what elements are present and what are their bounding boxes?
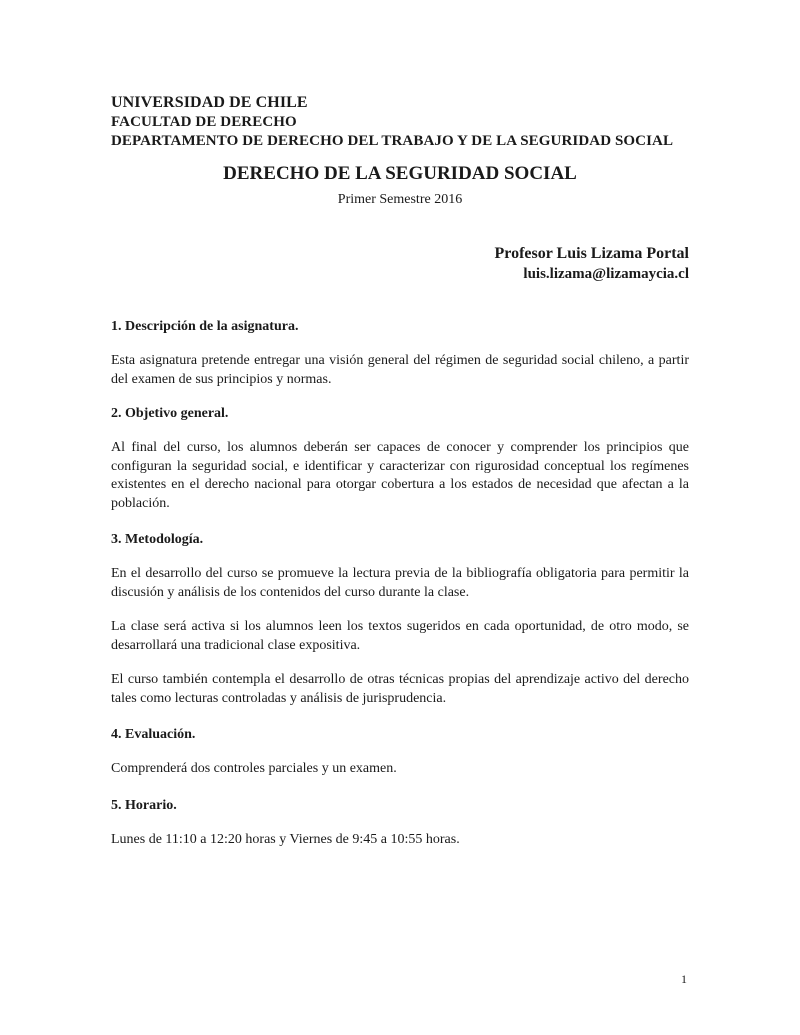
professor-email: luis.lizama@lizamaycia.cl — [523, 266, 689, 282]
university-name: UNIVERSIDAD DE CHILE — [111, 94, 308, 111]
section-heading-metodologia: 3. Metodología. — [111, 532, 204, 547]
page-number: 1 — [681, 972, 687, 986]
syllabus-content — [111, 318, 689, 865]
section-paragraph-descripcion: Esta asignatura pretende entregar una visión general del régimen de seguridad social chileno, a partir del examen de sus principios y normas. — [111, 353, 689, 387]
section-heading-objetivo: 2. Objetivo general. — [111, 406, 229, 421]
section-paragraph-evaluacion: Comprenderá dos controles parciales y un examen. — [111, 761, 397, 776]
course-semester: Primer Semestre 2016 — [337, 192, 463, 207]
section-heading-horario: 5. Horario. — [111, 797, 177, 813]
section-heading-descripcion: 1. Descripción de la asignatura. — [111, 319, 299, 334]
section-paragraph-metodologia-2: La clase será activa si los alumnos leen los textos sugeridos en cada oportunidad, de otro modo, se desarrollará una tradicional clase expositiva. — [111, 619, 689, 653]
section-heading-evaluacion: 4. Evaluación. — [111, 727, 196, 742]
professor-name: Profesor Luis Lizama Portal — [494, 245, 689, 262]
section-paragraph-objetivo: Al final del curso, los alumnos deberán ser capaces de conocer y comprender los principios que configuran la seguridad social, e identificar y caracterizar con rigurosidad conceptual los regímenes existentes en el derecho nacional para otorgar cobertura a los estados de necesidad que afectan a la población. — [111, 440, 689, 511]
section-paragraph-horario: Lunes de 11:10 a 12:20 horas y Viernes de 9:45 a 10:55 horas. — [111, 831, 460, 847]
faculty-name: FACULTAD DE DERECHO — [111, 114, 297, 130]
institution-header — [111, 93, 711, 151]
department-name: DEPARTAMENTO DE DERECHO DEL TRABAJO Y DE LA SEGURIDAD SOCIAL — [111, 133, 674, 149]
section-paragraph-metodologia-3: El curso también contempla el desarrollo de otras técnicas propias del aprendizaje activo del derecho tales como lecturas controladas y análisis de jurisprudencia. — [111, 672, 689, 706]
professor-block — [495, 244, 690, 284]
course-title: DERECHO DE LA SEGURIDAD SOCIAL — [223, 163, 577, 184]
section-paragraph-metodologia-1: En el desarrollo del curso se promueve la lectura previa de la bibliografía obligatoria para permitir la discusión y análisis de los contenidos del curso durante la clase. — [111, 566, 689, 600]
